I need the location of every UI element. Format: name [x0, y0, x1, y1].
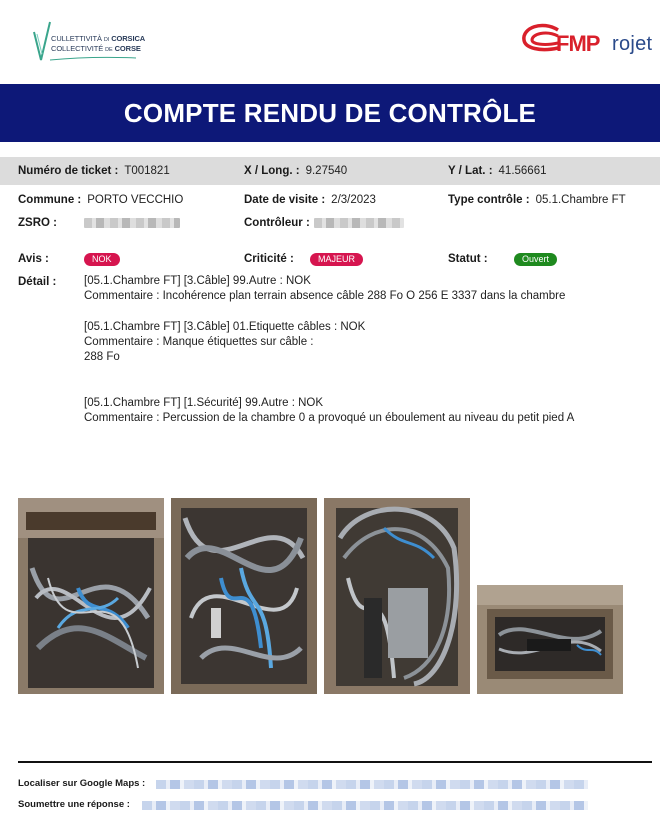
criticite-label: Criticité : [244, 253, 294, 265]
title-banner [0, 84, 660, 142]
latitude-value: 41.56661 [498, 165, 547, 177]
latitude-label: Y / Lat. : [448, 165, 493, 177]
longitude-field [244, 165, 347, 177]
detail-line: Commentaire : Incohérence plan terrain absence câble 288 Fo O 256 E 3337 dans la chambre [84, 290, 566, 302]
projet-text: rojet [612, 33, 653, 55]
detail-label: Détail : [18, 276, 57, 288]
inspection-photo-2[interactable] [171, 498, 317, 694]
zsro-label: ZSRO : [18, 217, 57, 229]
inspection-photo-3[interactable] [324, 498, 470, 694]
criticite-badge: MAJEUR [310, 253, 363, 266]
controleur-label: Contrôleur : [244, 217, 310, 229]
statut-badge: Ouvert [514, 253, 557, 266]
google-maps-row [18, 778, 145, 789]
corse-emblem-icon [32, 20, 52, 64]
controleur-redacted-value [314, 218, 404, 228]
google-maps-link[interactable] [156, 780, 588, 789]
ticket-number-value: T001821 [124, 165, 170, 177]
google-maps-label: Localiser sur Google Maps : [18, 778, 146, 789]
criticite-field [244, 253, 300, 265]
commune-label: Commune : [18, 194, 82, 206]
page-title: COMPTE RENDU DE CONTRÔLE [123, 97, 537, 128]
control-type-field [448, 194, 626, 206]
statut-label: Statut : [448, 253, 488, 265]
detail-line: Commentaire : Percussion de la chambre 0 a provoqué un éboulement au niveau du petit pied A [84, 412, 575, 424]
control-type-label: Type contrôle : [448, 194, 530, 206]
logo-line-french: COLLECTIVITÉ DE CORSE [51, 44, 141, 53]
avis-badge: NOK [84, 253, 120, 266]
reply-label: Soumettre une réponse : [18, 799, 130, 810]
avis-field [18, 253, 55, 265]
ticket-bar [0, 157, 660, 185]
commune-field [18, 194, 183, 206]
control-type-value: 05.1.Chambre FT [535, 194, 626, 206]
footer-divider [18, 761, 652, 763]
visit-date-value: 2/3/2023 [331, 194, 376, 206]
commune-value: PORTO VECCHIO [87, 194, 184, 206]
reply-row [18, 799, 130, 810]
detail-line: [05.1.Chambre FT] [3.Câble] 99.Autre : NOK [84, 275, 311, 287]
visit-date-label: Date de visite : [244, 194, 326, 206]
longitude-label: X / Long. : [244, 165, 300, 177]
logo-line-corsican: CULLETTIVITÀ DI CORSICA [51, 34, 146, 43]
detail-line: [05.1.Chambre FT] [1.Sécurité] 99.Autre : NOK [84, 397, 324, 409]
ticket-number-label: Numéro de ticket : [18, 165, 119, 177]
fmprojet-swoosh-icon [520, 22, 560, 56]
zsro-redacted-value [84, 218, 180, 228]
controleur-field [244, 217, 316, 229]
reply-link[interactable] [142, 801, 588, 810]
latitude-field [448, 165, 547, 177]
inspection-photo-4[interactable] [477, 585, 623, 694]
longitude-value: 9.27540 [305, 165, 348, 177]
zsro-field [18, 217, 63, 229]
statut-field [448, 253, 494, 265]
detail-line: Commentaire : Manque étiquettes sur câble : [84, 336, 314, 348]
detail-line: [05.1.Chambre FT] [3.Câble] 01.Etiquette câbles : NOK [84, 321, 366, 333]
fmp-text: FMP [556, 31, 600, 56]
collectivite-corse-logo [32, 20, 146, 64]
fmprojet-logo [520, 20, 656, 60]
ticket-number-field [18, 165, 170, 177]
visit-date-field [244, 194, 376, 206]
detail-line: 288 Fo [84, 351, 120, 363]
avis-label: Avis : [18, 253, 49, 265]
inspection-photo-1[interactable] [18, 498, 164, 694]
